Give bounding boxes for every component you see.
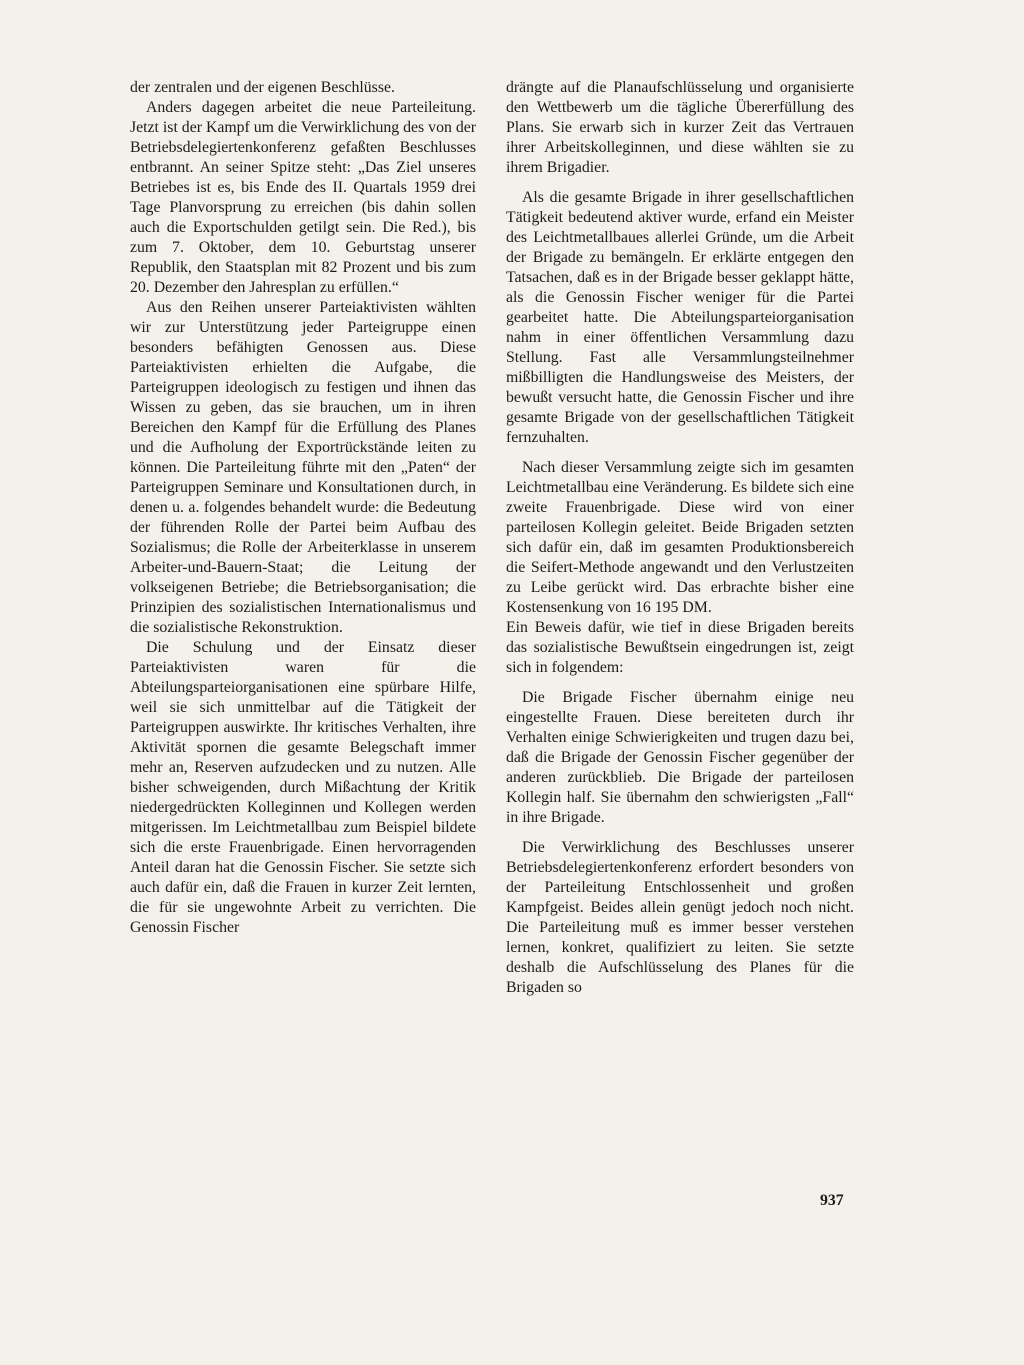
paragraph: Ein Beweis dafür, wie tief in diese Brigaden bereits das sozialistische Bewußtsein eingedrungen ist, zeigt sich in folgendem: (506, 619, 854, 676)
paragraph: drängte auf die Planaufschlüsselung und organisierte den Wettbewerb um die tägliche Übererfüllung des Plans. Sie erwarb sich in kurzer Zeit das Vertrauen ihrer Arbeitskolleginnen, und diese wählten sie zu ihrem Brigadier. (506, 79, 854, 176)
paragraph: Aus den Reihen unserer Parteiaktivisten wählten wir zur Unterstützung jeder Parteigruppe einen besonders befähigten Genossen aus. Diese Parteiaktivisten erhielten die Aufgabe, die Parteigruppen ideologisch zu festigen und ihnen das Wissen zu geben, das sie brauchen, um in ihren Bereichen den Kampf für die Erfüllung des Planes und die Aufholung der Exportrückstände leiten zu können. Die Parteileitung führte mit den „Paten“ der Parteigruppen Seminare und Konsultationen durch, in denen u. a. folgendes behandelt wurde: die Bedeutung der führenden Rolle der Partei beim Aufbau des Sozialismus; die Rolle der Arbeiterklasse in unserem Arbeiter-und-Bauern-Staat; die Leitung der volkseigenen Betriebe; die Betriebsorganisation; die Prinzipien des sozialistischen Internationalismus und die sozialistische Rekonstruktion. (130, 299, 476, 636)
paragraph: Nach dieser Versammlung zeigte sich im gesamten Leichtmetallbau eine Veränderung. Es bildete sich eine zweite Frauenbrigade. Diese wird von einer parteilosen Kollegin geleitet. Beide Brigaden setzten sich dafür ein, daß im gesamten Produktionsbereich die Seifert-Methode angewandt und den Verlustzeiten zu Leibe gerückt wird. Das erbrachte bisher eine Kostensenkung von 16 195 DM. (506, 459, 854, 616)
paragraph: Die Brigade Fischer übernahm einige neu eingestellte Frauen. Diese bereiteten durch ihr Verhalten einige Schwierigkeiten und trugen dazu bei, daß die Brigade der Genossin Fischer gegenüber der anderen zurückblieb. Die Brigade der parteilosen Kollegin half. Sie übernahm den schwierigsten „Fall“ in ihre Brigade. (506, 689, 854, 826)
left-text-column (130, 78, 476, 938)
paragraph: Die Schulung und der Einsatz dieser Parteiaktivisten waren für die Abteilungsparteiorganisationen eine spürbare Hilfe, weil sie sich unmittelbar auf die Tätigkeit der Parteigruppen auswirkte. Ihr kritisches Verhalten, ihre Aktivität spornen die gesamte Belegschaft immer mehr an, Reserven aufzudecken und zu nutzen. Alle bisher schweigenden, durch Mißachtung der Kritik niedergedrückten Kolleginnen und Kollegen werden mitgerissen. Im Leichtmetallbau zum Beispiel bildete sich die erste Frauenbrigade. Einen hervorragenden Anteil daran hat die Genossin Fischer. Sie setzte sich auch dafür ein, daß die Frauen in kurzer Zeit lernten, die für sie ungewohnte Arbeit zu verrichten. Die Genossin Fischer (130, 639, 476, 936)
paragraph: Als die gesamte Brigade in ihrer gesellschaftlichen Tätigkeit bedeutend aktiver wurde, erfand ein Meister des Leichtmetallbaues allerlei Gründe, um die Arbeit der Brigade zu bemängeln. Er erklärte entgegen den Tatsachen, daß es in der Brigade besser geklappt hätte, als die Genossin Fischer weniger für die Partei gearbeitet hatte. Die Abteilungsparteiorganisation nahm in einer öffentlichen Versammlung dazu Stellung. Fast alle Versammlungsteilnehmer mißbilligten die Handlungsweise des Meisters, der bewußt versucht hatte, die Genossin Fischer und ihre gesamte Brigade von der gesellschaftlichen Tätigkeit fernzuhalten. (506, 189, 854, 446)
paragraph: Anders dagegen arbeitet die neue Parteileitung. Jetzt ist der Kampf um die Verwirklichung des von der Betriebsdelegiertenkonferenz gefaßten Beschlusses entbrannt. An seiner Spitze steht: „Das Ziel unseres Betriebes ist es, bis Ende des II. Quartals 1959 drei Tage Planvorsprung zu erreichen (bis dahin sollen auch die Exportschulden getilgt sein. Die Red.), bis zum 7. Oktober, dem 10. Geburtstag unserer Republik, den Staatsplan mit 82 Prozent und bis zum 20. Dezember den Jahresplan zu erfüllen.“ (130, 99, 476, 296)
right-text-column (506, 78, 854, 998)
paragraph: der zentralen und der eigenen Beschlüsse. (130, 79, 395, 96)
page-number: 937 (820, 1192, 844, 1209)
paragraph: Die Verwirklichung des Beschlusses unserer Betriebsdelegiertenkonferenz erfordert besonders von der Parteileitung Entschlossenheit und großen Kampfgeist. Beides allein genügt jedoch noch nicht. Die Parteileitung muß es immer besser verstehen lernen, konkret, qualifiziert zu leiten. Sie setzte deshalb die Aufschlüsselung des Planes für die Brigaden so (506, 839, 854, 996)
